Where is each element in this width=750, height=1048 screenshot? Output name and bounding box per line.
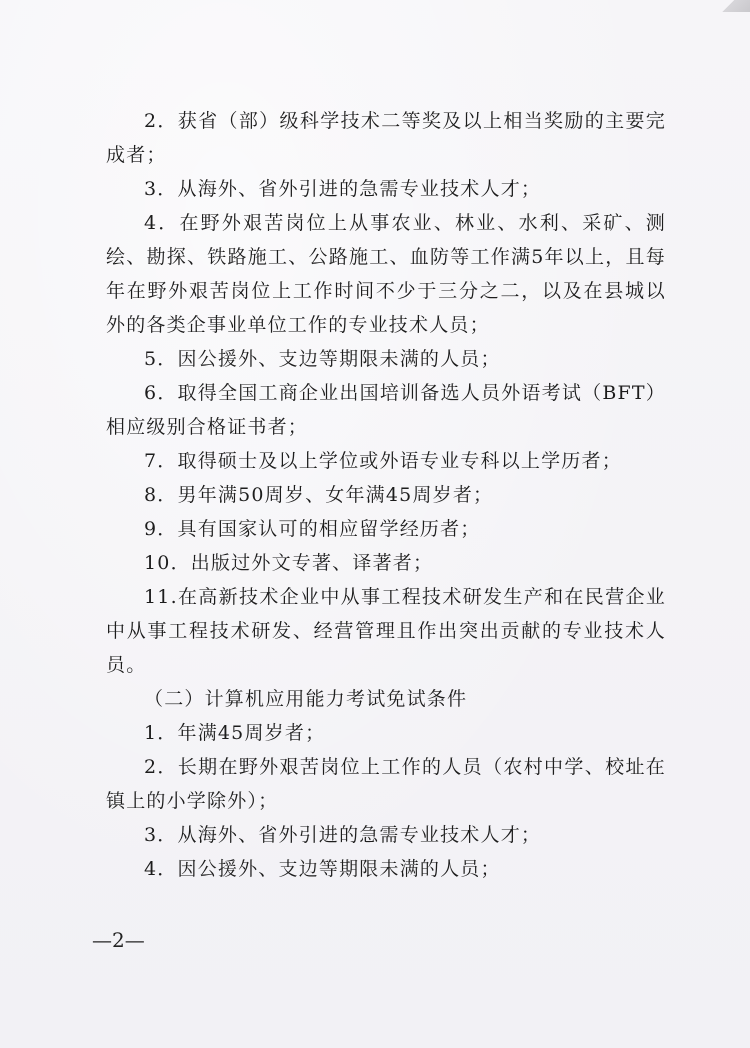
- paragraph-item-7: 7．取得硕士及以上学位或外语专业专科以上学历者；: [144, 450, 622, 472]
- paragraph-item-2: 2．获省（部）级科学技术二等奖及以上相当奖励的主要完成者；: [106, 110, 666, 166]
- paragraph-computer-item-1: 1．年满45周岁者；: [144, 722, 326, 744]
- document-body: [106, 104, 666, 886]
- page-number: —2—: [92, 928, 145, 952]
- paragraph-item-10: 10．出版过外文专著、译著者；: [144, 552, 434, 574]
- paragraph-computer-item-2: 2．长期在野外艰苦岗位上工作的人员（农村中学、校址在镇上的小学除外）；: [106, 756, 666, 812]
- paragraph-computer-item-3: 3．从海外、省外引进的急需专业技术人才；: [144, 824, 542, 846]
- paragraph-item-9: 9．具有国家认可的相应留学经历者；: [144, 518, 481, 540]
- paragraph-item-8: 8．男年满50周岁、女年满45周岁者；: [144, 484, 494, 506]
- paragraph-item-5: 5．因公援外、支边等期限未满的人员；: [144, 348, 501, 370]
- paragraph-computer-item-4: 4．因公援外、支边等期限未满的人员；: [144, 858, 501, 880]
- paragraph-item-11: 11.在高新技术企业中从事工程技术研发生产和在民营企业中从事工程技术研发、经营管理且作出突出贡献的专业技术人员。: [106, 586, 666, 676]
- section-heading-computer-exemption: （二）计算机应用能力考试免试条件: [144, 688, 468, 710]
- paragraph-item-6: 6．取得全国工商企业出国培训备选人员外语考试（BFT）相应级别合格证书者；: [106, 382, 666, 438]
- paragraph-item-3: 3．从海外、省外引进的急需专业技术人才；: [144, 178, 542, 200]
- paragraph-item-4: 4．在野外艰苦岗位上从事农业、林业、水利、采矿、测绘、勘探、铁路施工、公路施工、血防等工作满5年以上，且每年在野外艰苦岗位上工作时间不少于三分之二，以及在县城以外的各类企事业单位工作的专业技术人员；: [106, 212, 666, 336]
- page-corner-fold: [716, 0, 750, 12]
